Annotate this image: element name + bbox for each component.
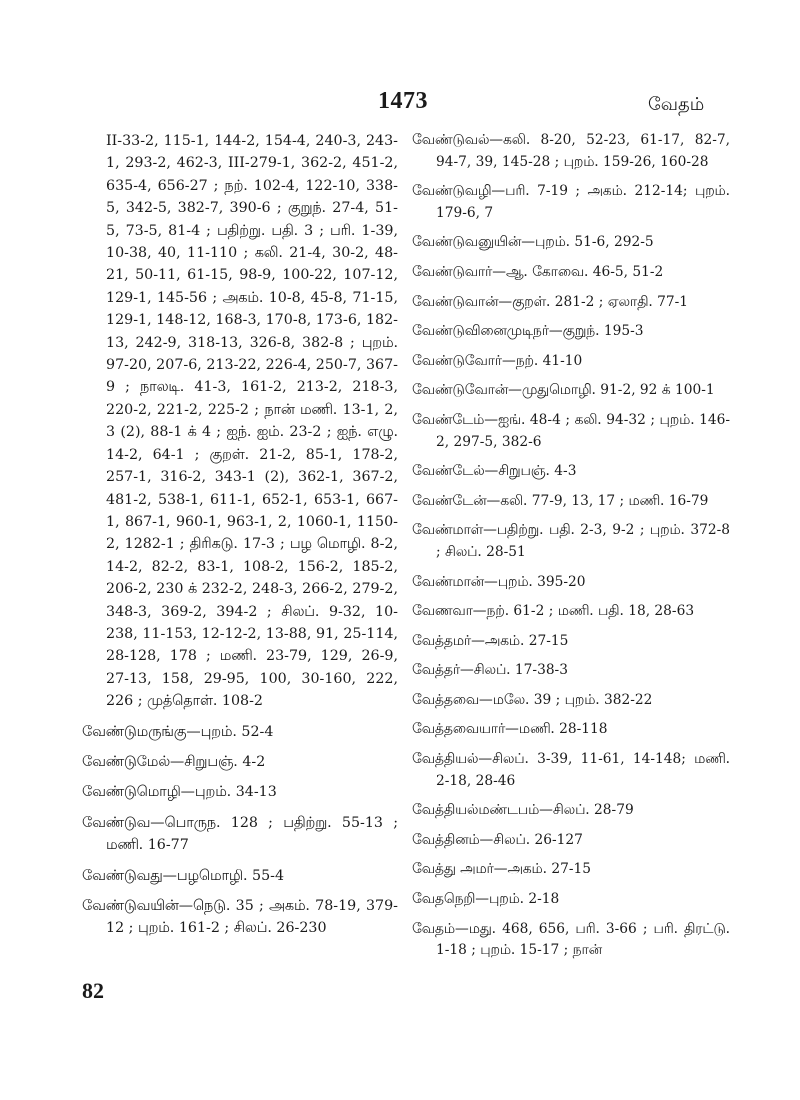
index-entry: வேண்டேம்—ஐங். 48-4 ; கலி. 94-32 ; புறம். 146-2, 297-5, 382-6 (412, 411, 730, 450)
index-entry: வேத்தர்—சிலப். 17-38-3 (412, 662, 568, 679)
index-entry: வேண்மான்—புறம். 395-20 (412, 573, 586, 590)
index-entry: வேண்டுவோன்—முதுமொழி. 91-2, 92 க் 100-1 (412, 382, 715, 399)
index-entry: வேத்தியல்மண்டபம்—சிலப். 28-79 (412, 802, 634, 819)
index-entry: வேத்தமர்—அகம். 27-15 (412, 632, 569, 649)
index-entry: வேண்டுவான்—குறள். 281-2 ; ஏலாதி. 77-1 (412, 293, 688, 310)
index-entry: வேண்டேல்—சிறுபஞ். 4-3 (412, 463, 577, 480)
index-entry: வேண்டுவினைமுடிநர்—குறுந். 195-3 (412, 323, 644, 340)
right-column (412, 130, 730, 970)
index-entry: வேண்டுமொழி—புறம். 34-13 (82, 784, 277, 801)
index-entry: வேத்தியல்—சிலப். 3-39, 11-61, 14-148; மணி. 2-18, 28-46 (412, 751, 730, 789)
index-entry: வேதநெறி—புறம். 2-18 (412, 891, 560, 908)
index-entry: வேண்டுவழி—பரி. 7-19 ; அகம். 212-14; புறம். 179-6, 7 (412, 183, 730, 221)
left-column (82, 130, 398, 948)
index-entry: வேத்து அமர்—அகம். 27-15 (412, 861, 591, 878)
index-entry: வேண்டுவது—பழமொழி. 55-4 (82, 867, 285, 884)
index-entry: வேண்டுவோர்—நற். 41-10 (412, 352, 583, 369)
index-entry: வேணவா—நற். 61-2 ; மணி. பதி. 18, 28-63 (412, 603, 695, 620)
index-entry: வேண்டுமேல்—சிறுபஞ். 4-2 (82, 753, 266, 770)
index-entry: வேண்மாள்—பதிற்று. பதி. 2-3, 9-2 ; புறம். 372-8 ; சிலப். 28-51 (412, 522, 730, 560)
index-entry: வேண்டுவ—பொருந. 128 ; பதிற்று. 55-13 ; மணி. 16-77 (82, 814, 398, 854)
index-entry: II-33-2, 115-1, 144-2, 154-4, 240-3, 243-1, 293-2, 462-3, III-279-1, 362-2, 451-2, 635-4, 656-27 ; நற். 102-4, 122-10, 338-5, 342-5, 382-7, 390-6 ; குறுந். 27-4, 51-5, 73-5, 81-4 ; பதிற்று. பதி. 3 ; பரி. 1-39, 10-38, 40, 11-110 ; கலி. 21-4, 30-2, 48-21, 50-11, 61-15, 98-9, 100-22, 107-12, 129-1, 145-56 ; அகம். 10-8, 45-8, 71-15, 129-1, 148-12, 168-3, 170-8, 173-6, 182-13, 242-9, 318-13, 326-8, 382-8 ; புறம். 97-20, 207-6, 213-22, 226-4, 250-7, 367-9 ; நாலடி. 41-3, 161-2, 213-2, 218-3, 220-2, 221-2, 225-2 ; நான் மணி. 13-1, 2, 3 (2), 88-1 க் 4 ; ஐந். ஐம். 23-2 ; ஐந். எழு. 14-2, 64-1 ; குறள். 21-2, 85-1, 178-2, 257-1, 316-2, 343-1 (2), 362-1, 367-2, 481-2, 538-1, 611-1, 652-1, 653-1, 667-1, 867-1, 960-1, 963-1, 2, 1060-1, 1150-2, 1282-1 ; திரிகடு. 17-3 ; பழ மொழி. 8-2, 14-2, 82-2, 83-1, 108-2, 156-2, 185-2, 206-2, 230 க் 232-2, 248-3, 266-2, 279-2, 348-3, 369-2, 394-2 ; சிலப். 9-32, 10-238, 11-153, 12-12-2, 13-88, 91, 25-114, 28-128, 178 ; மணி. 23-79, 129, 26-9, 27-13, 158, 29-95, 100, 30-160, 222, 226 ; முத்தொள். 108-2 (106, 133, 398, 710)
footer-number: 82 (82, 978, 104, 1003)
index-entry: வேண்டேன்—கலி. 77-9, 13, 17 ; மணி. 16-79 (412, 492, 709, 509)
index-entry: வேத்தினம்—சிலப். 26-127 (412, 831, 583, 848)
index-entry: வேத்தவையார்—மணி. 28-118 (412, 721, 608, 738)
index-entry: வேண்டுவனுயின்—புறம். 51-6, 292-5 (412, 234, 654, 251)
index-entry: வேத்தவை—மலே. 39 ; புறம். 382-22 (412, 691, 653, 708)
index-entry: வேண்டுவல்—கலி. 8-20, 52-23, 61-17, 82-7, 94-7, 39, 145-28 ; புறம். 159-26, 160-28 (412, 132, 730, 170)
index-entry: வேதம்—மது. 468, 656, பரி. 3-66 ; பரி. திரட்டு. 1-18 ; புறம். 15-17 ; நான் (412, 920, 730, 959)
index-entry: வேண்டுமருங்கு—புறம். 52-4 (82, 723, 274, 740)
page-number: 1473 (378, 88, 428, 114)
index-entry: வேண்டுவார்—ஆ. கோவை. 46-5, 51-2 (412, 263, 664, 280)
index-entry: வேண்டுவயின்—நெடு. 35 ; அகம். 78-19, 379-12 ; புறம். 161-2 ; சிலப். 26-230 (82, 898, 398, 937)
running-head: வேதம் (648, 94, 705, 115)
